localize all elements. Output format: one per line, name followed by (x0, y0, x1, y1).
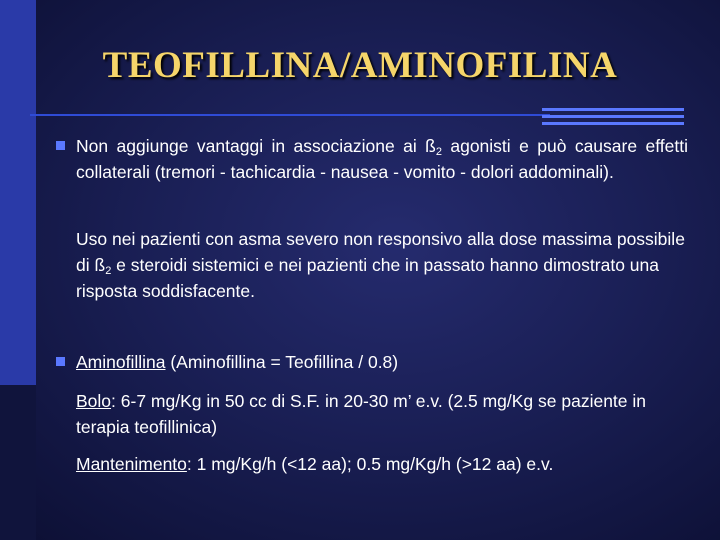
indication-text-b: e steroidi sistemici e nei pazienti che in passato hanno dimostrato una risposta soddisfacente. (76, 255, 659, 301)
title-rule-stripes (542, 108, 684, 126)
indication-paragraph (76, 226, 694, 304)
left-accent-bar-lower (0, 385, 36, 540)
beta2-subscript: 2 (435, 146, 442, 158)
bullet-square-icon (56, 141, 65, 150)
effects-text-c: causare effetti collaterali (tremori - tachicardia - nausea - vomito - dolori addominali). (76, 136, 688, 182)
title-underline (30, 114, 550, 116)
aminofillina-label: Aminofillina (76, 352, 166, 372)
mantenimento-text: : 1 mg/Kg/h (<12 aa); 0.5 mg/Kg/h (>12 aa) e.v. (186, 454, 554, 474)
slide-title: TEOFILLINA/AMINOFILINA (102, 45, 618, 86)
effects-text-b: agonisti e può (441, 136, 567, 156)
effects-text-a: Non aggiunge vantaggi in associazione ai ß (76, 136, 436, 156)
bolo-paragraph (76, 388, 698, 440)
bolo-label: Bolo (76, 391, 112, 411)
indication-text-a: Uso nei pazienti con asma severo non responsivo alla dose massima possibile di ß (76, 229, 685, 275)
aminofillina-detail: (Aminofillina = Teofillina / 0.8) (165, 352, 399, 372)
beta2-subscript-2: 2 (105, 265, 112, 277)
bullet-square-icon-2 (56, 357, 65, 366)
aminofillina-heading (76, 349, 688, 375)
mantenimento-paragraph (76, 451, 698, 477)
bullet-paragraph-effects (76, 133, 688, 185)
bolo-text: : 6-7 mg/Kg in 50 cc di S.F. in 20-30 m’ e.v. (2.5 mg/Kg se paziente in terapia teofillinica) (76, 391, 647, 437)
mantenimento-label: Mantenimento (76, 454, 187, 474)
